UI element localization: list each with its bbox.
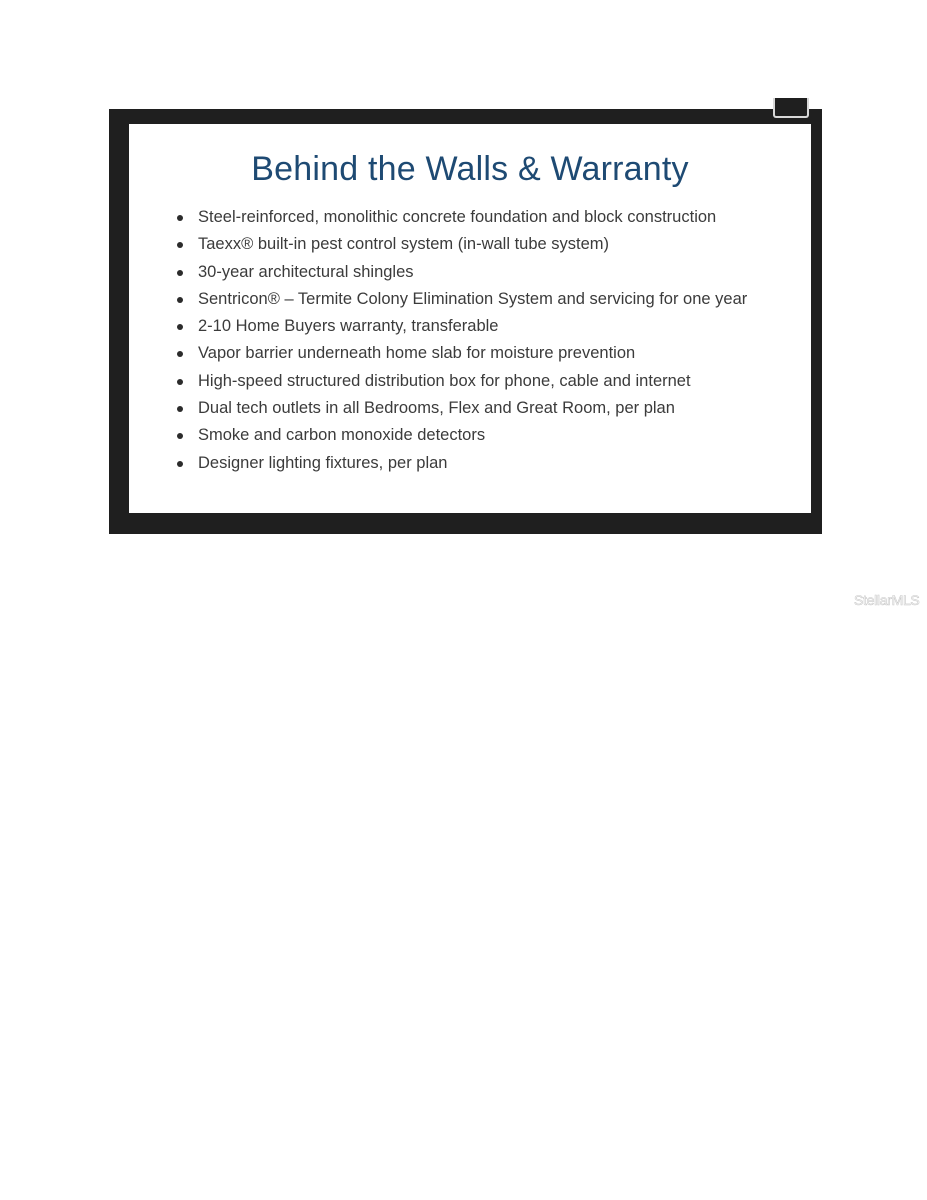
list-item-text: 2-10 Home Buyers warranty, transferable xyxy=(198,317,499,336)
bullet-icon xyxy=(177,461,183,467)
list-item xyxy=(175,340,747,367)
frame-corner-tab xyxy=(773,98,809,118)
list-item-text: Sentricon® – Termite Colony Elimination System and servicing for one year xyxy=(198,289,748,308)
watermark: StellarMLS xyxy=(854,592,920,608)
list-item xyxy=(175,422,747,449)
bullet-icon xyxy=(177,324,183,330)
list-item-text: Dual tech outlets in all Bedrooms, Flex and Great Room, per plan xyxy=(198,399,675,418)
bullet-icon xyxy=(177,351,183,357)
bullet-icon xyxy=(177,242,183,248)
list-item xyxy=(175,259,747,286)
bullet-icon xyxy=(177,433,183,439)
list-item-text: Smoke and carbon monoxide detectors xyxy=(198,426,486,445)
list-item-text: Vapor barrier underneath home slab for moisture prevention xyxy=(198,344,636,363)
slide-panel xyxy=(129,124,811,513)
list-item-text: Steel-reinforced, monolithic concrete foundation and block construction xyxy=(198,208,717,226)
list-item xyxy=(175,313,747,340)
list-item xyxy=(175,204,747,231)
list-item xyxy=(175,368,747,395)
list-item-text: Designer lighting fixtures, per plan xyxy=(198,453,448,472)
slide-title: Behind the Walls & Warranty xyxy=(251,150,689,188)
slide-frame xyxy=(109,109,822,534)
bullet-icon xyxy=(177,406,183,412)
list-item xyxy=(175,286,747,313)
list-item-text: Taexx® built-in pest control system (in-wall tube system) xyxy=(198,235,610,254)
bullet-icon xyxy=(177,297,183,303)
list-item xyxy=(175,395,747,422)
feature-list xyxy=(175,204,747,477)
list-item-text: High-speed structured distribution box for phone, cable and internet xyxy=(198,371,691,390)
bullet-icon xyxy=(177,215,183,221)
bullet-icon xyxy=(177,379,183,385)
list-item xyxy=(175,450,747,477)
list-item xyxy=(175,231,747,258)
bullet-icon xyxy=(177,270,183,276)
list-item-text: 30-year architectural shingles xyxy=(198,262,414,281)
